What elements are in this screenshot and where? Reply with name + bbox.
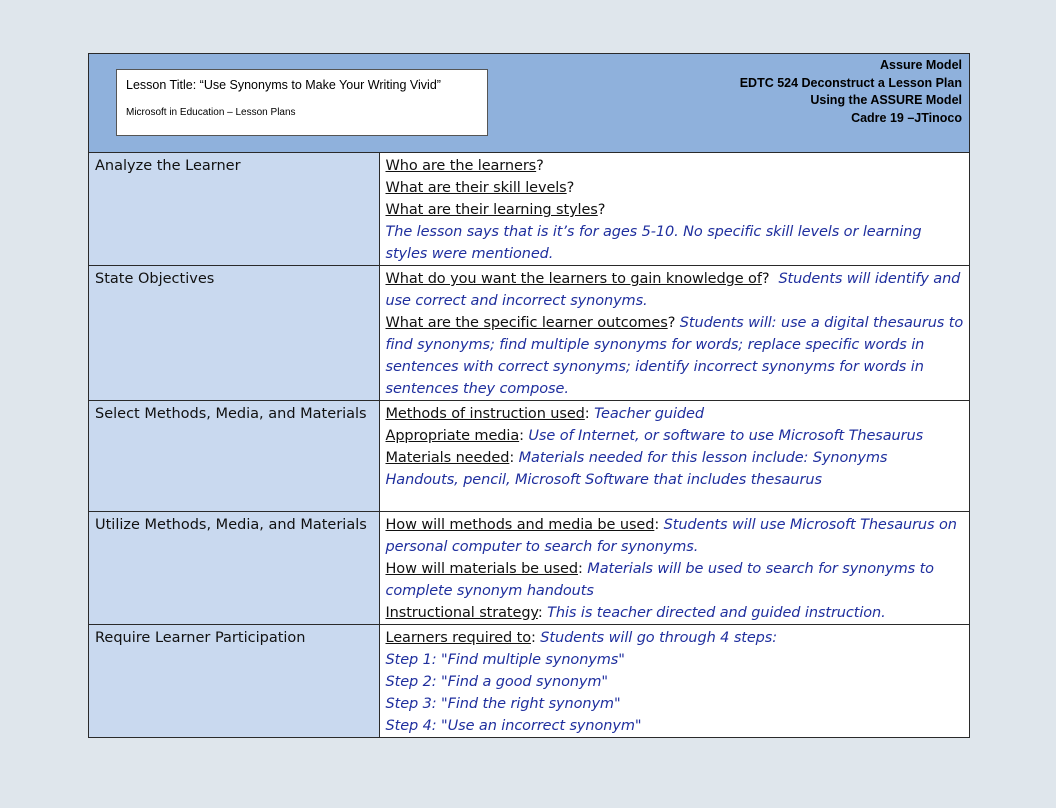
punctuation: : xyxy=(509,450,519,466)
punctuation: : xyxy=(537,605,548,621)
step-2: Step 2: "Find a good synonym" xyxy=(385,674,609,690)
row-content-objectives xyxy=(379,266,969,401)
question: What do you want the learners to gain knowledge of xyxy=(385,271,762,287)
punctuation: ? xyxy=(761,271,779,287)
punctuation: : xyxy=(654,517,664,533)
punctuation: : xyxy=(578,561,588,577)
punctuation: ? xyxy=(597,202,606,218)
question: How will materials be used xyxy=(385,561,578,577)
question: Learners required to xyxy=(385,630,531,646)
row-label-objectives: State Objectives xyxy=(89,266,379,401)
punctuation: ? xyxy=(566,180,575,196)
answer: Materials will be used to search for synonyms to complete synonym handouts xyxy=(385,561,934,599)
lesson-plan-page xyxy=(88,53,970,738)
course-info xyxy=(740,57,962,127)
table-row xyxy=(89,625,969,738)
table-row xyxy=(89,153,969,266)
question: What are their learning styles xyxy=(385,202,598,218)
row-label-participation: Require Learner Participation xyxy=(89,625,379,738)
lesson-title-box xyxy=(116,69,488,136)
page-header xyxy=(89,54,969,153)
row-content-select xyxy=(379,401,969,512)
answer: Students will identify and use correct and incorrect synonyms. xyxy=(385,271,961,309)
answer: Use of Internet, or software to use Microsoft Thesaurus xyxy=(528,428,924,444)
model-name: Assure Model xyxy=(880,58,962,72)
step-3: Step 3: "Find the right synonym" xyxy=(385,696,621,712)
question: Who are the learners xyxy=(385,158,537,174)
question: How will methods and media be used xyxy=(385,517,655,533)
question: Materials needed xyxy=(385,450,510,466)
punctuation: ? xyxy=(536,158,544,174)
step-4: Step 4: "Use an incorrect synonym" xyxy=(385,718,642,734)
assure-table xyxy=(89,153,969,737)
answer: The lesson says that is it’s for ages 5-10. No specific skill levels or learning styles were mentioned. xyxy=(385,224,922,262)
lesson-title: Lesson Title: “Use Synonyms to Make Your Writing Vivid” xyxy=(126,78,441,92)
step-1: Step 1: "Find multiple synonyms" xyxy=(385,652,625,668)
table-row xyxy=(89,266,969,401)
punctuation: : xyxy=(519,428,529,444)
answer: Students will use Microsoft Thesaurus on personal computer to search for synonyms. xyxy=(385,517,957,555)
course-name: EDTC 524 Deconstruct a Lesson Plan xyxy=(739,75,962,90)
lesson-source: Microsoft in Education – Lesson Plans xyxy=(126,107,296,118)
row-content-analyze xyxy=(379,153,969,266)
row-label-select: Select Methods, Media, and Materials xyxy=(89,401,379,512)
question: What are the specific learner outcomes xyxy=(385,315,668,331)
answer: Materials needed for this lesson include: Synonyms Handouts, pencil, Microsoft Software that includes thesaurus xyxy=(385,450,888,488)
author-cadre: Cadre 19 –JTinoco xyxy=(851,110,962,125)
answer: Teacher guided xyxy=(594,406,704,422)
punctuation: ? xyxy=(667,315,680,331)
table-row xyxy=(89,401,969,512)
row-label-analyze: Analyze the Learner xyxy=(89,153,379,266)
question: Instructional strategy xyxy=(385,605,538,621)
row-content-utilize xyxy=(379,512,969,625)
answer: Students will go through 4 steps: xyxy=(540,630,778,646)
row-label-utilize: Utilize Methods, Media, and Materials xyxy=(89,512,379,625)
course-subtitle: Using the ASSURE Model xyxy=(810,93,962,107)
row-content-participation xyxy=(379,625,969,738)
punctuation: : xyxy=(531,630,541,646)
question: Methods of instruction used xyxy=(385,406,585,422)
answer: Students will: use a digital thesaurus to find synonyms; find multiple synonyms for words; replace specific words in sentences with correct synonyms; identify incorrect synonyms for words in sentences they compose. xyxy=(385,315,964,397)
question: Appropriate media xyxy=(385,428,520,444)
punctuation: : xyxy=(584,406,595,422)
answer: This is teacher directed and guided instruction. xyxy=(547,605,886,621)
table-row xyxy=(89,512,969,625)
question: What are their skill levels xyxy=(385,180,567,196)
